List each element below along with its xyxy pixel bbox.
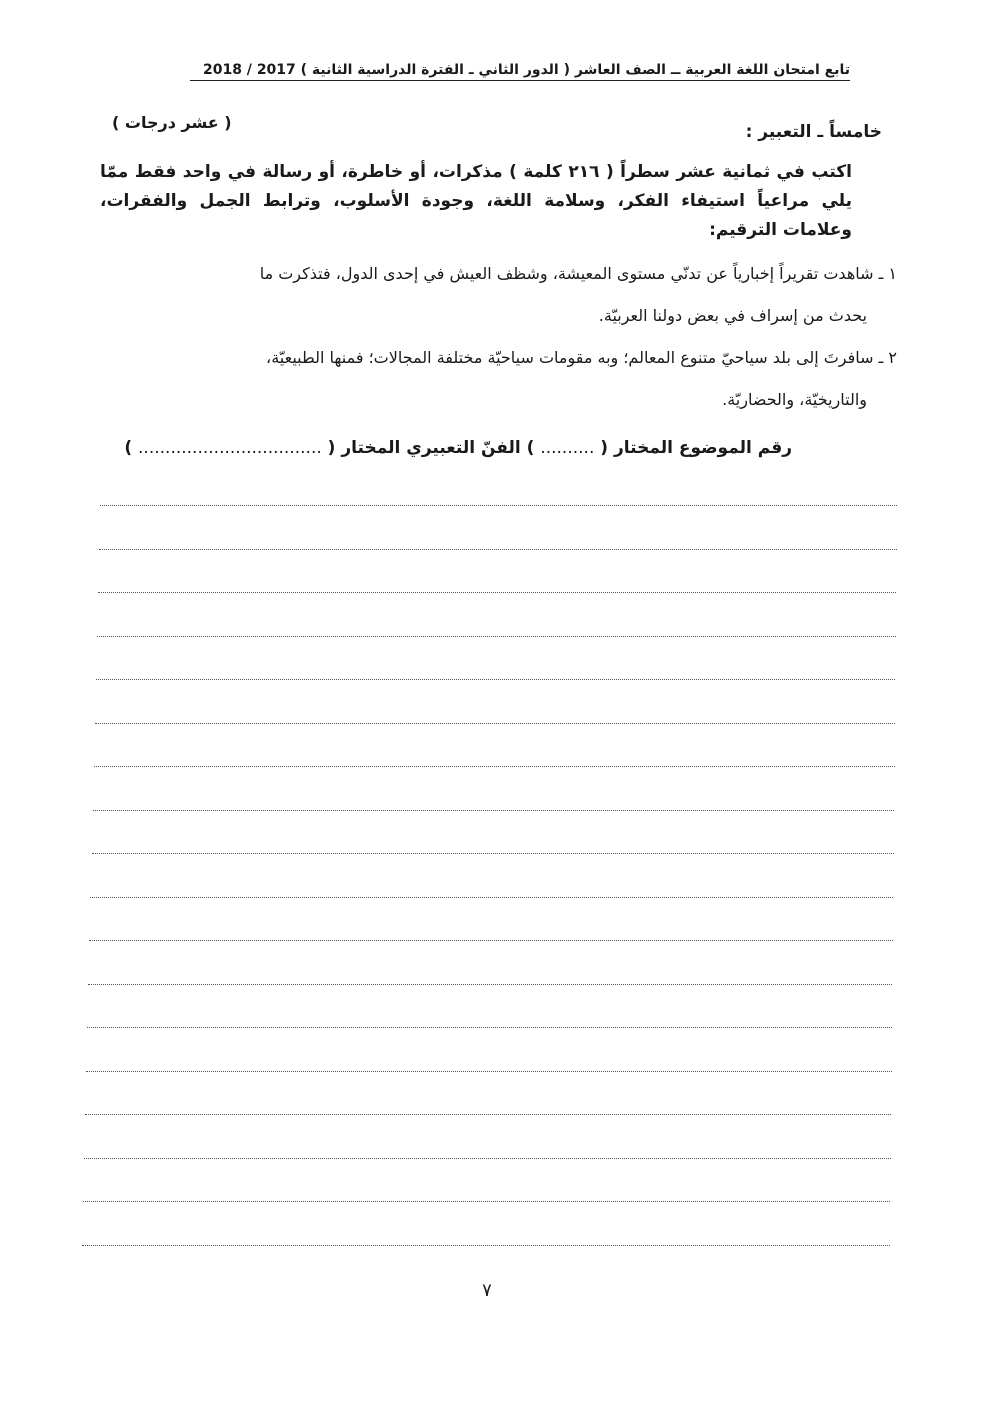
topic-number-label: رقم الموضوع المختار (	[600, 438, 792, 458]
writing-line[interactable]	[83, 1201, 890, 1202]
writing-line[interactable]	[95, 723, 895, 724]
writing-line[interactable]	[92, 853, 894, 854]
writing-line[interactable]	[82, 1245, 890, 1246]
exam-header: تابع امتحان اللغة العربية ــ الصف العاشر ( الدور الثاني ـ الفترة الدراسية الثانية ) 2017 / 2018	[190, 62, 850, 81]
genre-blank[interactable]: ..................................	[138, 438, 322, 458]
writing-line[interactable]	[86, 1071, 891, 1072]
choice-close-paren: )	[124, 438, 133, 458]
instructions-text: اكتب في ثمانية عشر سطراً ( ٢١٦ كلمة ) مذكرات، أو خاطرة، أو رسالة في واحد فقط ممّا يلي مراعياً استيفاء الفكر، وسلامة اللغة، وجودة الأسلوب، وترابط الجمل والفقرات، وعلامات الترقيم:	[100, 162, 852, 240]
writing-line[interactable]	[97, 636, 896, 637]
writing-line[interactable]	[99, 549, 897, 550]
topic-line-continued: والتاريخيّة، والحضاريّة.	[722, 390, 867, 409]
genre-label: ) الفنّ التعبيري المختار (	[327, 438, 535, 458]
writing-line[interactable]	[96, 679, 896, 680]
section-title: خامساً ـ التعبير :	[745, 122, 882, 142]
writing-line[interactable]	[94, 766, 895, 767]
page-number: ٧	[482, 1280, 492, 1301]
topic-number-blank[interactable]: ..........	[540, 438, 595, 458]
writing-line[interactable]	[93, 810, 895, 811]
writing-line[interactable]	[100, 505, 897, 506]
topic-line: ٢ ـ سافرتَ إلى بلد سياحيّ متنوع المعالم؛ وبه مقومات سياحيّة مختلفة المجالات؛ فمنها الطبيعيّة،	[266, 348, 897, 367]
writing-line[interactable]	[98, 592, 896, 593]
writing-line[interactable]	[90, 897, 893, 898]
writing-line[interactable]	[85, 1114, 891, 1115]
writing-line[interactable]	[87, 1027, 892, 1028]
topic-line: ١ ـ شاهدت تقريراً إخبارياً عن تدنّي مستوى المعيشة، وشظف العيش في إحدى الدول، فتذكرت ما	[259, 264, 897, 283]
writing-line[interactable]	[88, 984, 892, 985]
writing-line[interactable]	[84, 1158, 891, 1159]
writing-line[interactable]	[89, 940, 892, 941]
section-marks: ( عشر درجات )	[112, 113, 232, 132]
topic-line-continued: يحدث من إسراف في بعض دولنا العربيّة.	[598, 306, 867, 325]
